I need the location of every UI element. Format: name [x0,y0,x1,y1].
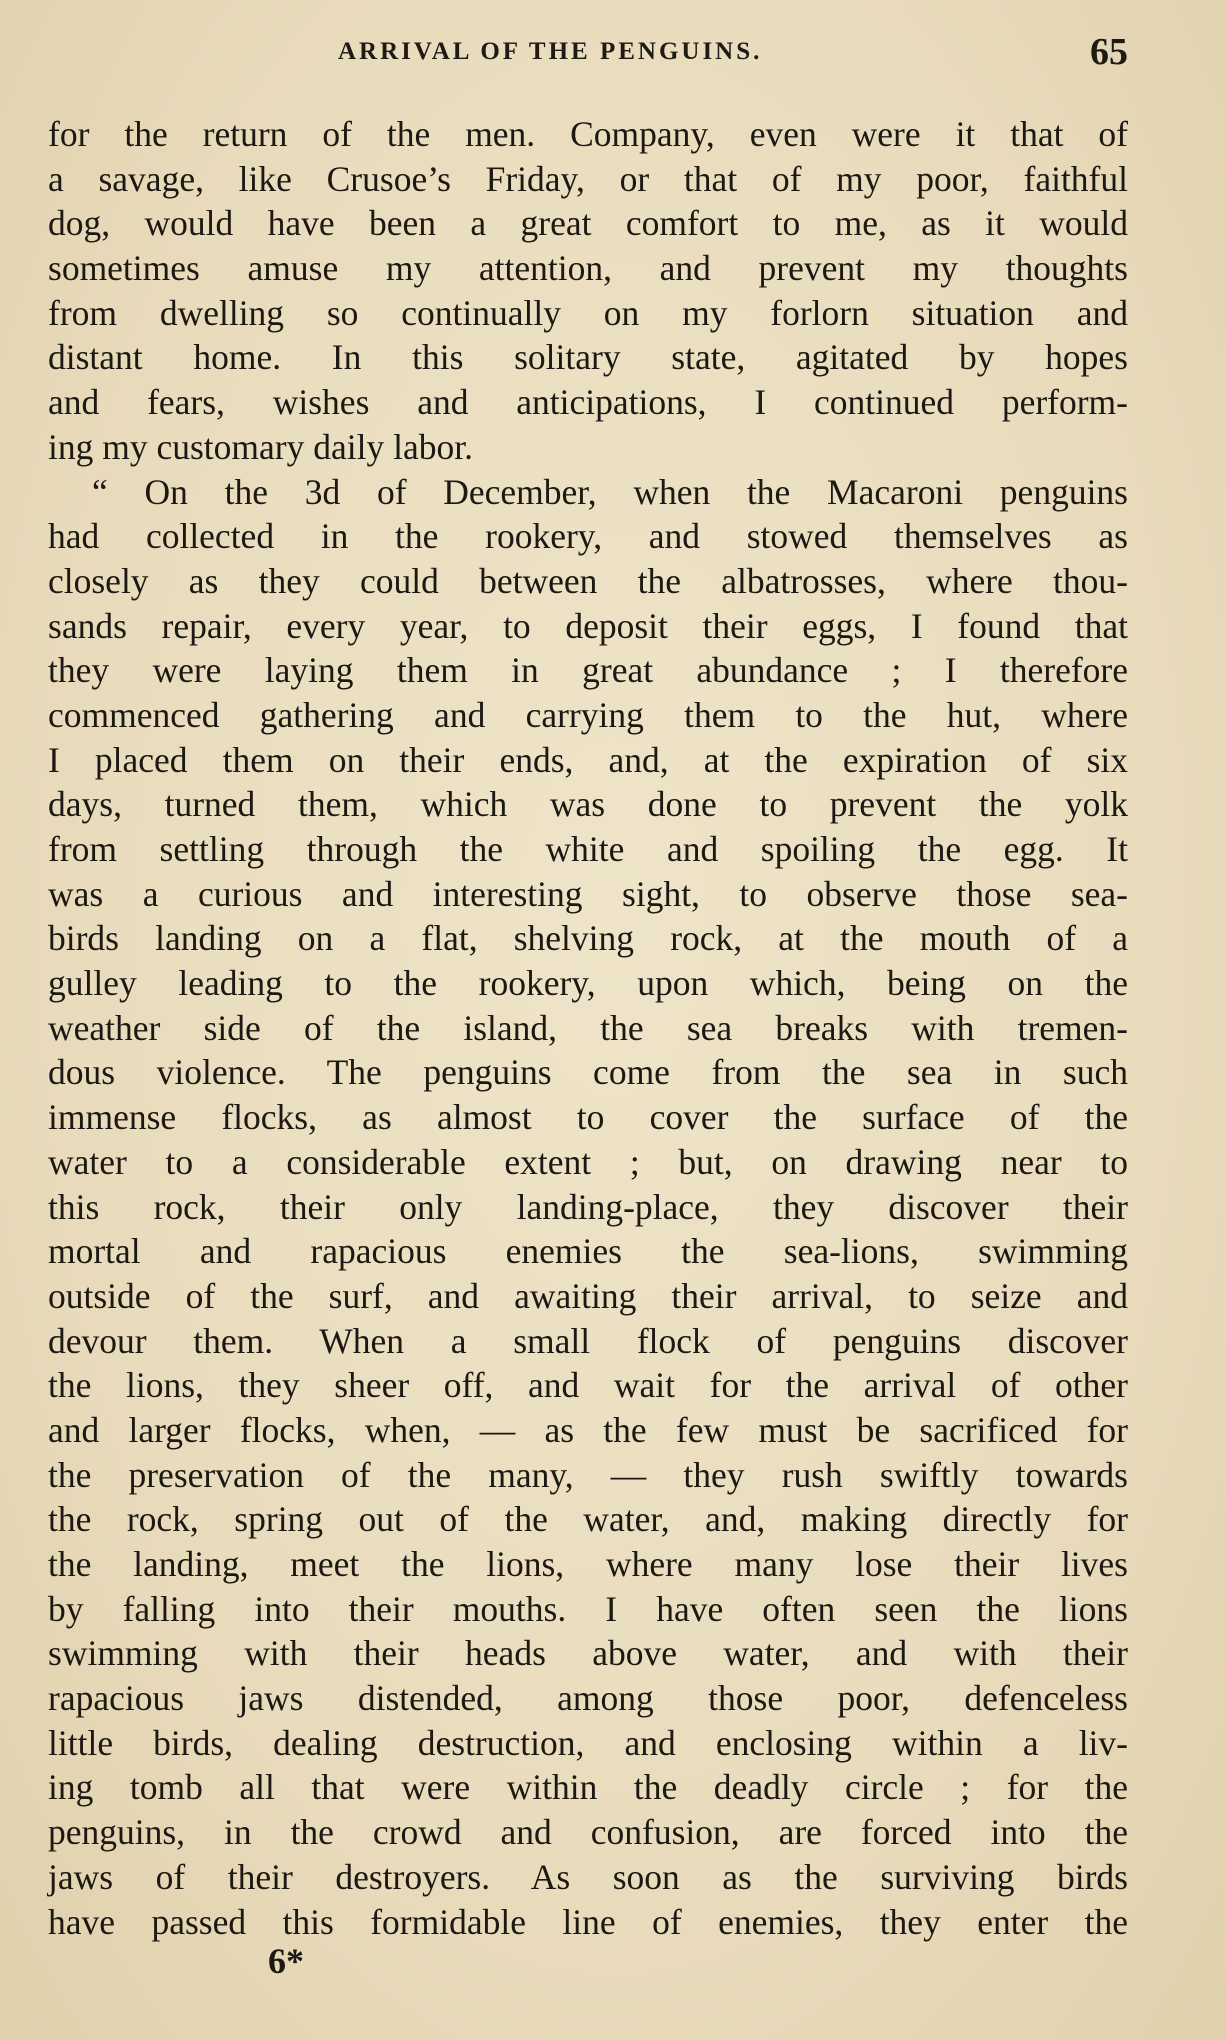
text-line: penguins, in the crowd and confusion, are forced into the [48,1812,1128,1853]
text-line: days, turned them, which was done to prevent the yolk [48,784,1128,825]
page-number: 65 [1090,31,1128,73]
page-header [48,31,1128,84]
text-line: rapacious jaws distended, among those poor, defenceless [48,1678,1128,1719]
text-line: dog, would have been a great comfort to me, as it would [48,203,1128,244]
text-line: for the return of the men. Company, even were it that of [48,114,1128,154]
text-line: from settling through the white and spoiling the egg. It [48,829,1128,869]
text-line: and larger flocks, when, — as the few must be sacrificed for [48,1409,1128,1450]
text-line: immense flocks, as almost to cover the surface of the [48,1097,1128,1138]
text-line: ing my customary daily labor. [48,426,473,467]
text-line: closely as they could between the albatrosses, where thou- [48,560,1128,601]
text-line: from dwelling so continually on my forlorn situation and [48,292,1128,333]
text-line: ing tomb all that were within the deadly circle ; for the [48,1767,1128,1808]
running-head: ARRIVAL OF THE PENGUINS. [338,38,763,65]
body-text [48,112,1128,1944]
text-line: was a curious and interesting sight, to observe those sea- [48,873,1128,914]
text-line: mortal and rapacious enemies the sea-lions, swimming [48,1231,1128,1272]
text-line: sands repair, every year, to deposit their eggs, I found that [48,605,1128,646]
text-line: little birds, dealing destruction, and enclosing within a liv- [48,1722,1128,1763]
text-line: distant home. In this solitary state, agitated by hopes [48,337,1128,378]
text-line: have passed this formidable line of enemies, they enter the [48,1901,1128,1942]
text-line: this rock, their only landing-place, they discover their [48,1186,1128,1227]
text-line: birds landing on a flat, shelving rock, at the mouth of a [48,918,1128,959]
text-line: the lions, they sheer off, and wait for the arrival of other [48,1365,1128,1406]
text-line: they were laying them in great abundance ; I therefore [48,650,1128,691]
text-line: and fears, wishes and anticipations, I continued perform- [48,382,1128,423]
text-line: jaws of their destroyers. As soon as the surviving birds [48,1856,1128,1897]
text-line: a savage, like Crusoe’s Friday, or that of my poor, faithful [48,158,1128,199]
text-line: commenced gathering and carrying them to the hut, where [48,694,1128,735]
text-line: had collected in the rookery, and stowed themselves as [48,516,1128,557]
text-line: “ On the 3d of December, when the Macaroni penguins [92,471,1128,512]
text-line: devour them. When a small flock of penguins discover [48,1320,1128,1361]
text-line: gulley leading to the rookery, upon which, being on the [48,963,1128,1004]
text-line: swimming with their heads above water, and with their [48,1633,1128,1674]
text-line: weather side of the island, the sea breaks with tremen- [48,1007,1128,1048]
text-line: I placed them on their ends, and, at the expiration of six [48,739,1128,780]
text-line: the preservation of the many, — they rush swiftly towards [48,1454,1128,1495]
text-line: sometimes amuse my attention, and prevent my thoughts [48,248,1128,289]
text-line: outside of the surf, and awaiting their arrival, to seize and [48,1275,1128,1316]
signature-mark: 6* [268,1941,304,1981]
text-line: the landing, meet the lions, where many lose their lives [48,1544,1128,1584]
text-line: water to a considerable extent ; but, on drawing near to [48,1141,1128,1182]
text-line: dous violence. The penguins come from the sea in such [48,1052,1128,1093]
text-line: by falling into their mouths. I have often seen the lions [48,1588,1128,1629]
text-line: the rock, spring out of the water, and, making directly for [48,1499,1128,1540]
